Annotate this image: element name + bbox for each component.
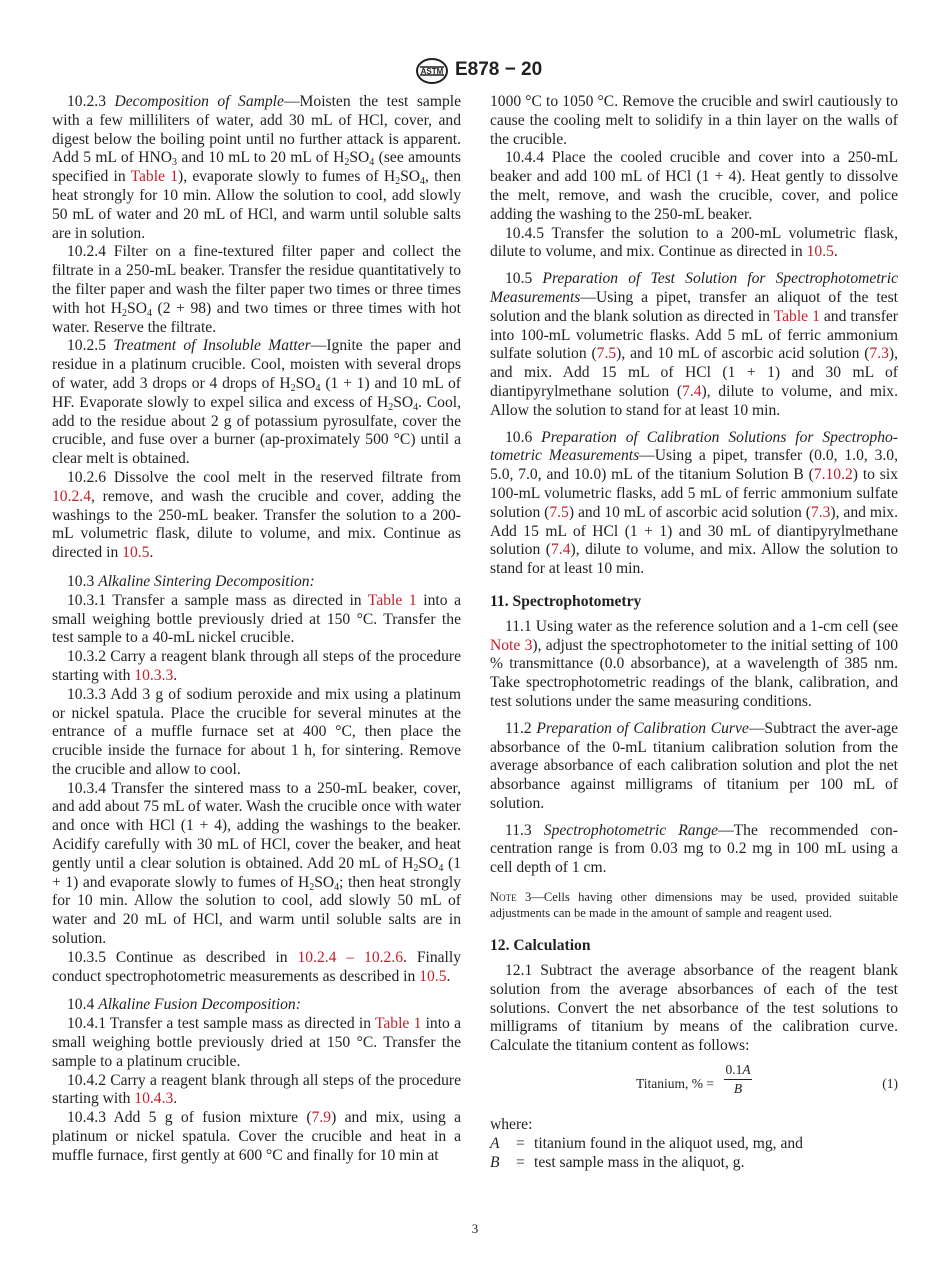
page-header	[0, 58, 950, 84]
section-10-4-1: 10.4.1 Transfer a test sample mass as directed in Table 1 into a small weighing bottle previously dried at 150 °C. Transfer the sample to a platinum crucible.	[52, 1015, 461, 1070]
table-1-link[interactable]: Table 1	[130, 168, 179, 186]
ref-7-5-link[interactable]: 7.5	[596, 345, 617, 363]
ref-7-5-link[interactable]: 7.5	[549, 503, 569, 521]
ref-7-3-link[interactable]: 7.3	[869, 345, 889, 363]
ref-10-5-link[interactable]: 10.5	[122, 544, 150, 562]
equation-denominator: B	[733, 1081, 743, 1097]
section-10-4-5: 10.4.5 Transfer the solution to a 200-mL volumetric flask, dilute to volume, and mix. Continue as directed in 10.5.	[490, 224, 898, 261]
ref-7-4-link[interactable]: 7.4	[682, 382, 702, 400]
ref-10-5-link[interactable]: 10.5	[806, 243, 834, 261]
ref-7-4-link[interactable]: 7.4	[551, 541, 571, 559]
section-10-4-2: 10.4.2 Carry a reagent blank through all steps of the procedure starting with 10.4.3.	[52, 1071, 461, 1108]
table-1-link[interactable]: Table 1	[367, 591, 417, 609]
section-11-1: 11.1 Using water as the reference solution and a 1-cm cell (see Note 3), adjust the spectrophotometer to the initial setting of 100 % transmittance (0.0 absorbance), at a wavelength of 385 nm. Take spectrophotometric readings of the blank, calibration, and test solutions under the same measuring conditions.	[490, 617, 898, 710]
section-11-3: 11.3 Spectrophotometric Range—The recommended con-centration range is from 0.03 mg to 0.2 mg in 100 mL using a cell depth of 1 cm.	[490, 821, 899, 877]
section-11-2: 11.2 Preparation of Calibration Curve—Subtract the aver-age absorbance of the 0-mL titanium calibration solution from the average absorbance of each calibration solution and plot the net absorbance against milligrams of titanium per 100 mL of solution.	[490, 719, 898, 812]
ref-10-2-4-link[interactable]: 10.2.4	[52, 487, 91, 505]
ref-10-5-link[interactable]: 10.5	[419, 967, 447, 985]
section-10-3-1: 10.3.1 Transfer a sample mass as directed in Table 1 into a small weighing bottle previously dried at 150 °C. Transfer the test sample to a 40-mL nickel crucible.	[52, 591, 461, 647]
svg-text:ASTM: ASTM	[420, 67, 444, 76]
equation-number: (1)	[882, 1076, 898, 1092]
section-10-3-3: 10.3.3 Add 3 g of sodium peroxide and mix using a platinum or nickel spatula. Place the crucible for several minutes at the entrance of a muffle furnace set at 400 °C, then place the crucible inside the furnace for about 1 h, for sintering. Remove the crucible and allow to cool.	[52, 685, 461, 778]
document-id: E878 − 20	[455, 59, 543, 80]
where-label: where:	[490, 1116, 533, 1134]
equation-lhs: Titanium, % =	[636, 1076, 715, 1092]
section-12-1: 12.1 Subtract the average absorbance of the reagent blank solution from the average absorbances of each of the test solutions. Convert the net absorbance of the test solutions to milligrams of titanium by means of the calibration curve. Calculate the titanium content as follows:	[490, 962, 898, 1055]
right-column	[490, 93, 898, 1172]
section-10-4-3-continued: 1000 °C to 1050 °C. Remove the crucible and swirl cautiously to cause the cooling melt to solidify in a thin layer on the walls of the crucible.	[490, 93, 898, 148]
definition-b: B = test sample mass in the aliquot, g.	[490, 1153, 745, 1171]
ref-10-4-3-link[interactable]: 10.4.3	[134, 1090, 174, 1108]
table-1-link[interactable]: Table 1	[374, 1015, 422, 1033]
heading-11-spectrophotometry: 11. Spectrophotometry	[490, 592, 642, 610]
section-10-2-3: 10.2.3 Decomposition of Sample—Moisten the test sample with a few milliliters of water, add 30 mL of HCl, cover, and digest below the boiling point until no further attack is apparent. Add 5 mL of $HNO_3$ and 10 mL to 20 mL of $H_2SO_4$ (see amounts specified in Table 1), evaporate slowly to fumes of $H_2SO_4$, then heat strongly for 10 min. Allow the solution to cool, add slowly 50 mL of water and 20 mL of HCl, and warm until soluble salts are in solution.	[52, 93, 462, 242]
table-1-link[interactable]: Table 1	[773, 307, 820, 325]
equation-fraction	[724, 1062, 752, 1097]
section-10-3-4: 10.3.4 Transfer the sintered mass to a 250-mL beaker, cover, and add about 75 mL of water. Wash the crucible once with water and once with HCl (1 + 4), adding the washings to the beaker. Acidify carefully with 30 mL of HCl, cover the beaker, and heat gently until a clear solution is obtained. Add 20 mL of $H_2SO_4$ (1 + 1) and evaporate slowly to fumes of $H_2SO_4$; then heat strongly for 10 min. Allow the solution to cool, add slowly 50 mL of water and 20 mL of HCl, and warm until soluble salts are in solution.	[52, 779, 461, 948]
note-3: Note 3—Cells having other dimensions may be used, provided suitable adjustments can be made in the amount of sample and reagent used.	[490, 890, 898, 920]
ref-10-2-4-10-2-6-link[interactable]: 10.2.4 – 10.2.6	[297, 948, 404, 966]
ref-7-3-link[interactable]: 7.3	[810, 503, 831, 521]
page-number: 3	[471, 1221, 479, 1236]
left-column	[52, 93, 461, 1166]
section-10-3-5: 10.3.5 Continue as described in 10.2.4 – 10.2.6. Finally conduct spectrophotometric measurements as described in 10.5.	[52, 948, 462, 985]
definition-a: A = titanium found in the aliquot used, mg, and	[490, 1134, 803, 1152]
section-10-3: 10.3 Alkaline Sintering Decomposition:	[67, 572, 315, 590]
equation-numerator: 0.1A	[725, 1062, 751, 1078]
section-10-3-2: 10.3.2 Carry a reagent blank through all steps of the procedure starting with 10.3.3.	[52, 648, 461, 684]
astm-logo-icon	[415, 58, 449, 84]
section-10-2-6: 10.2.6 Dissolve the cool melt in the reserved filtrate from 10.2.4, remove, and wash the crucible and cover, adding the washings to the 250-mL beaker. Transfer the solution to a 200-mL volumetric flask, dilute to volume, and mix. Continue as directed in 10.5.	[52, 468, 461, 562]
heading-12-calculation: 12. Calculation	[490, 937, 591, 955]
section-10-4: 10.4 Alkaline Fusion Decomposition:	[67, 996, 301, 1014]
ref-10-3-3-link[interactable]: 10.3.3	[134, 666, 174, 684]
section-10-2-5: 10.2.5 Treatment of Insoluble Matter—Ignite the paper and residue in a platinum crucible. Cool, moisten with several drops of water, add 3 drops or 4 drops of $H_2SO_4$ (1 + 1) and 10 mL of HF. Evaporate slowly to expel silica and excess of $H_2SO_4$. Cool, add to the residue about 2 g of potassium pyrosulfate, cover the crucible, and fuse over a burner (ap-proximately 500 °C) until a clear melt is obtained.	[52, 337, 461, 468]
ref-7-10-2-link[interactable]: 7.10.2	[813, 466, 853, 484]
ref-7-9-link[interactable]: 7.9	[311, 1109, 332, 1127]
section-10-4-4: 10.4.4 Place the cooled crucible and cover into a 250-mL beaker and add 100 mL of HCl (1 + 4). Heat gently to dissolve the melt, remove, and wash the crucible, cover, and police adding the washing to the 250-mL beaker.	[490, 149, 898, 223]
section-10-6: 10.6 Preparation of Calibration Solutions for Spectropho-tometric Measurements—Using a pipet, transfer (0.0, 1.0, 3.0, 5.0, 7.0, and 10.0) mL of the titanium Solution B (7.10.2) to six 100-mL volumetric flasks, add 5 mL of ferric ammonium sulfate solution (7.5) and 10 mL of ascorbic acid solution (7.3), and mix. Add 15 mL of HCl (1 + 1) and 30 mL of diantipyrylmethane solution (7.4), dilute to volume, and mix. Allow the solution to stand for at least 10 min.	[490, 428, 898, 578]
note-3-link[interactable]: Note 3	[490, 636, 533, 654]
section-10-5: 10.5 Preparation of Test Solution for Spectrophotometric Measurements—Using a pipet, transfer an aliquot of the test solution and the blank solution as directed in Table 1 and transfer into 100-mL volumetric flasks. Add 5 mL of ferric ammonium sulfate solution (7.5), and 10 mL of ascorbic acid solution (7.3), and mix. Add 15 mL of HCl (1 + 1) and 30 mL of diantipyrylmethane solution (7.4), dilute to volume, and mix. Allow the solution to stand for at least 10 min.	[490, 270, 899, 419]
section-10-2-4: 10.2.4 Filter on a fine-textured filter paper and collect the filtrate in a 250-mL beaker. Transfer the residue quantitatively to the filter paper and wash the filter paper two times or three times with hot $H_2SO_4$ (2 + 98) and two times or three times with hot water. Reserve the filtrate.	[52, 243, 461, 336]
equation-1	[490, 1062, 898, 1106]
section-10-4-3: 10.4.3 Add 5 g of fusion mixture (7.9) and mix, using a platinum or nickel spatula. Cover the crucible and heat in a muffle furnace, first gently at 600 °C and finally for 10 min at	[52, 1109, 462, 1164]
